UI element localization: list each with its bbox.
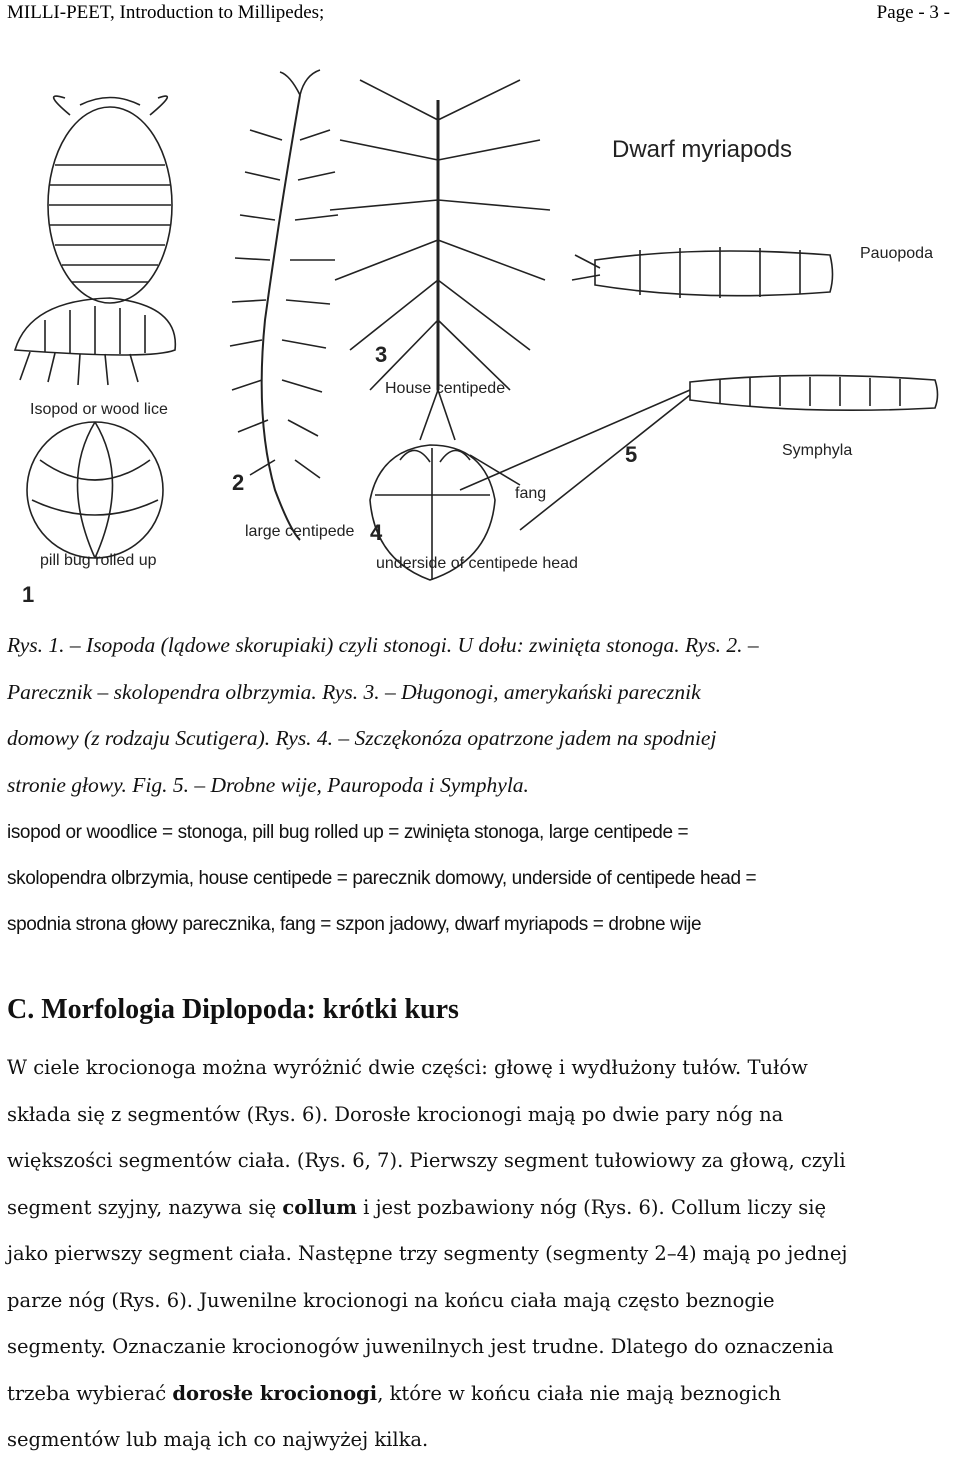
body-text-run: , które w końcu ciała nie mają beznogich — [377, 1381, 781, 1405]
label-underside: underside of centipede head — [376, 555, 578, 572]
isopod-drawing — [48, 96, 172, 303]
body-line: składa się z segmentów (Rys. 6). Dorosłe krocionogi mają po dwie pary nóg na — [7, 1102, 784, 1126]
caption-line: stronie głowy. Fig. 5. – Drobne wije, Pauropoda i Symphyla. — [7, 772, 529, 797]
pill-bug-drawing — [27, 422, 163, 558]
term-collum: collum — [282, 1195, 357, 1219]
section-heading: C. Morfologia Diplopoda: krótki kurs — [7, 994, 459, 1025]
myriapod-illustration — [0, 60, 960, 620]
label-symphyla: Symphyla — [782, 442, 853, 459]
figure-caption — [7, 622, 947, 808]
label-number-3: 3 — [375, 342, 388, 367]
legend-line: isopod or woodlice = stonoga, pill bug rolled up = zwinięta stonoga, large centipede = — [7, 822, 689, 843]
page-header — [0, 0, 960, 28]
label-pauopoda: Pauopoda — [860, 245, 933, 262]
label-number-1: 1 — [22, 582, 35, 607]
label-house-centipede: House centipede — [385, 380, 506, 397]
legend-line: spodnia strona głowy parecznika, fang = szpon jadowy, dwarf myriapods = drobne wije — [7, 914, 702, 935]
label-large-centipede: large centipede — [245, 523, 355, 540]
caption-line: Rys. 1. – Isopoda (lądowe skorupiaki) czyli stonogi. U dołu: zwinięta stonoga. Rys. 2. – — [7, 633, 759, 657]
body-text-run: i jest pozbawiony nóg (Rys. 6). Collum liczy się — [356, 1195, 826, 1219]
body-line: jako pierwszy segment ciała. Następne trzy segmenty (segmenty 2–4) mają po jednej — [7, 1242, 848, 1265]
term-adult-millipedes: dorosłe krocionogi — [172, 1381, 378, 1405]
legend-line: skolopendra olbrzymia, house centipede = parecznik domowy, underside of centipede head = — [7, 868, 757, 889]
body-line: segmentów lub mają ich co najwyżej kilka. — [7, 1428, 429, 1451]
label-number-2: 2 — [232, 470, 245, 495]
label-number-5: 5 — [625, 442, 638, 467]
figure-legend — [7, 810, 952, 948]
label-pill-bug: pill bug rolled up — [40, 552, 157, 569]
large-centipede-drawing — [230, 70, 338, 540]
figure-drawing — [0, 60, 960, 620]
pauropoda-drawing — [572, 247, 833, 298]
body-line: parze nóg (Rys. 6). Juwenilne krocionogi na końcu ciała mają często beznogie — [7, 1288, 775, 1312]
body-text — [7, 1045, 952, 1464]
body-line: większości segmentów ciała. (Rys. 6, 7). Pierwszy segment tułowiowy za głową, czyli — [7, 1149, 846, 1172]
body-line: segmenty. Oznaczanie krocionogów juwenilnych jest trudne. Dlatego do oznaczenia — [7, 1335, 834, 1358]
symphyla-drawing — [460, 375, 938, 530]
label-fang: fang — [515, 485, 547, 502]
caption-line: Parecznik – skolopendra olbrzymia. Rys. 3. – Długonogi, amerykański parecznik — [7, 679, 701, 704]
caption-line: domowy (z rodzaju Scutigera). Rys. 4. – Szczękonóza opatrzone jadem na spodniej — [7, 726, 717, 750]
body-line: W ciele krocionoga można wyróżnić dwie części: głowę i wydłużony tułów. Tułów — [7, 1056, 808, 1079]
page-number: Page - 3 - — [876, 2, 950, 23]
body-text-run: segment szyjny, nazywa się — [7, 1195, 283, 1219]
label-dwarf-myriapods: Dwarf myriapods — [612, 136, 793, 163]
label-isopod: Isopod or wood lice — [30, 401, 168, 418]
document-title: MILLI-PEET, Introduction to Millipedes; — [7, 2, 325, 23]
body-line — [7, 1371, 952, 1418]
label-number-4: 4 — [370, 520, 383, 545]
isopod-side-drawing — [15, 298, 175, 385]
body-text-run: trzeba wybierać — [7, 1381, 173, 1405]
body-line — [7, 1185, 952, 1232]
